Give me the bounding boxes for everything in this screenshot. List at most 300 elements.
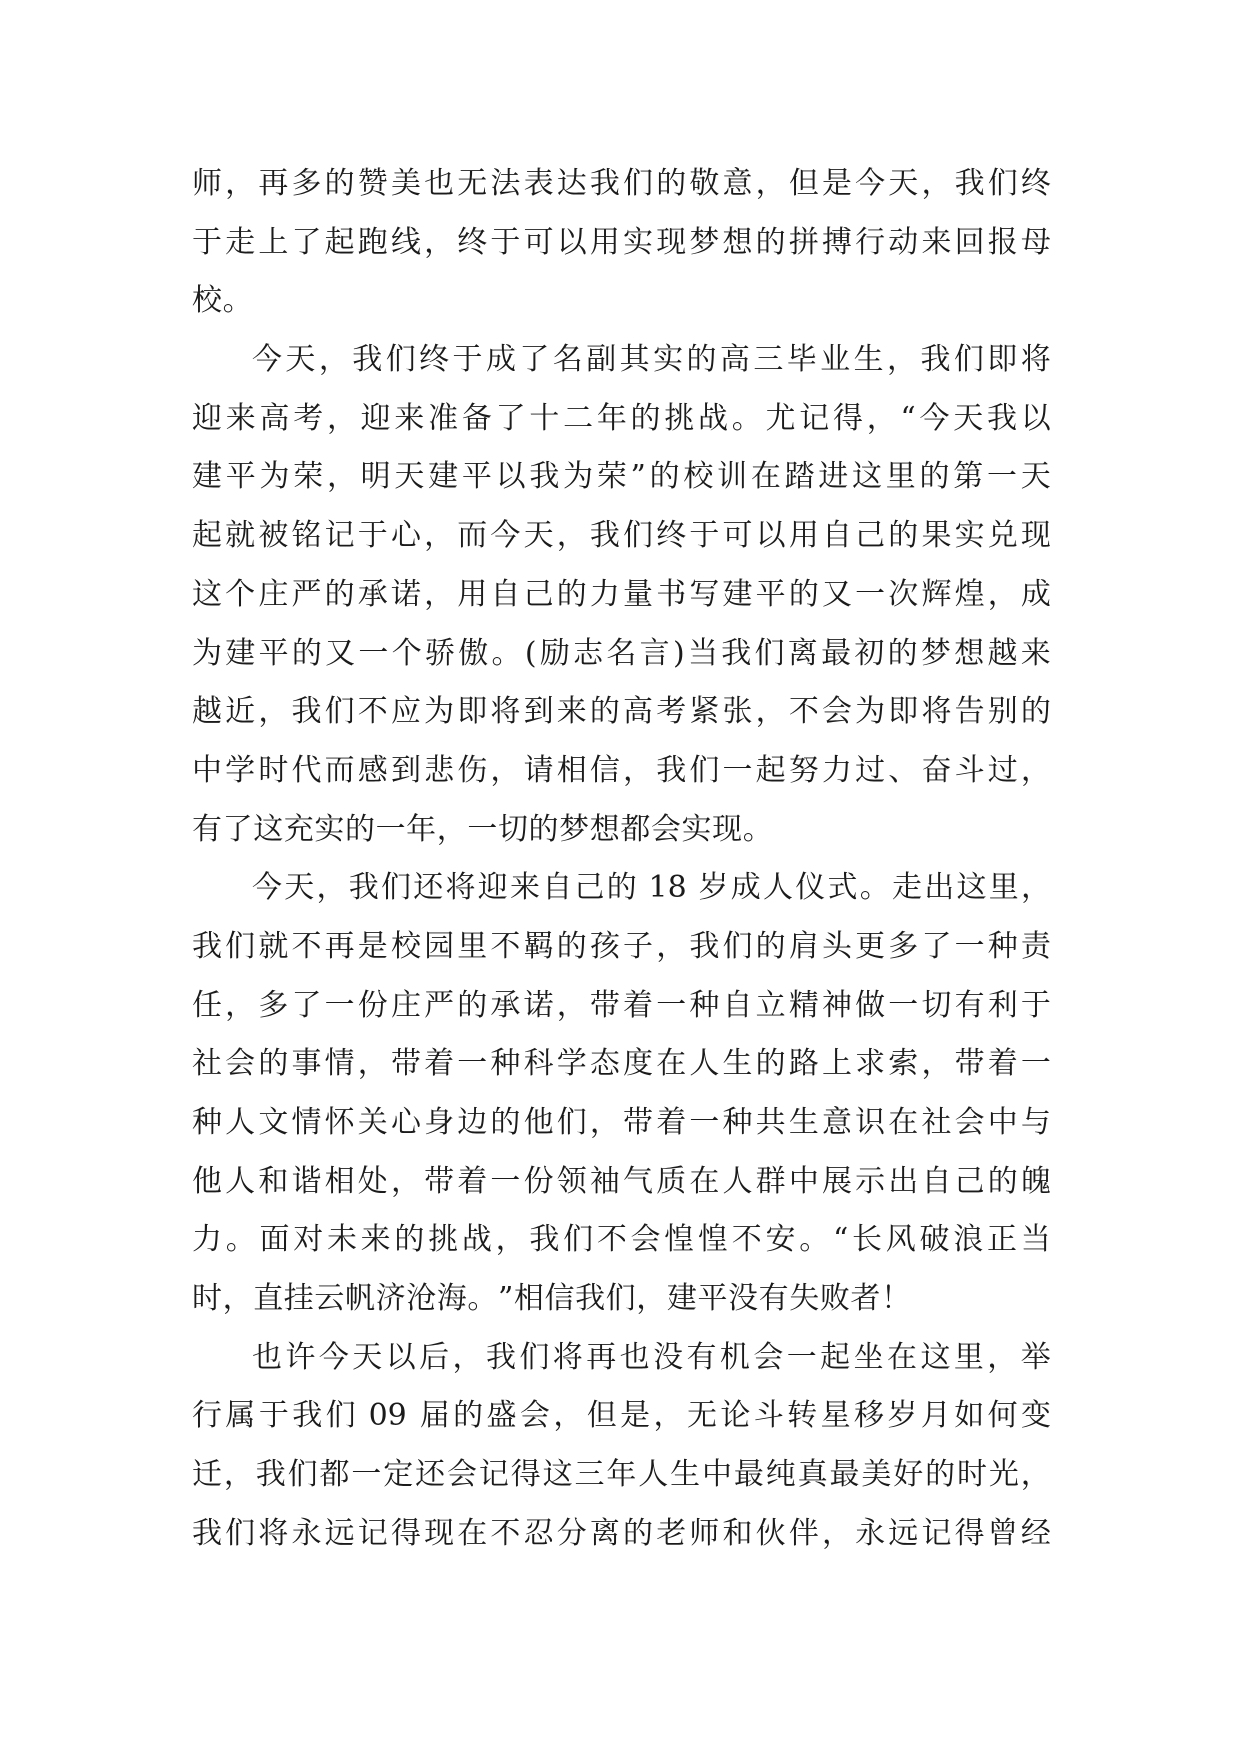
glyph: ， <box>1021 870 1051 906</box>
glyph: 一 <box>656 987 687 1023</box>
glyph: 用 <box>457 576 488 612</box>
glyph: 代 <box>291 752 322 788</box>
glyph: 想 <box>589 811 620 847</box>
glyph: 社 <box>192 1046 222 1082</box>
glyph: 天 <box>888 166 919 201</box>
glyph: 但 <box>788 166 819 201</box>
glyph: 高 <box>259 400 290 436</box>
glyph: 踏 <box>784 459 815 495</box>
glyph: 人 <box>638 1457 669 1493</box>
glyph: 煌 <box>954 576 985 612</box>
glyph: 没 <box>728 1281 759 1317</box>
glyph: 和 <box>722 1515 753 1551</box>
glyph: 种 <box>987 928 1018 964</box>
glyph: 的 <box>291 635 322 671</box>
glyph: ， <box>495 1222 526 1258</box>
glyph: 情 <box>291 1105 322 1140</box>
glyph: 迎 <box>192 400 222 436</box>
glyph: 共 <box>755 1105 786 1140</box>
glyph: 不 <box>291 928 322 964</box>
glyph: 切 <box>497 811 528 847</box>
glyph: 。 <box>222 283 253 319</box>
glyph: 离 <box>589 1515 620 1551</box>
glyph: 建 <box>428 459 459 495</box>
glyph: 天 <box>523 518 554 554</box>
glyph: 一 <box>375 811 406 847</box>
glyph: 社 <box>921 1105 952 1140</box>
glyph: 美 <box>861 1457 892 1493</box>
glyph: 不 <box>731 1222 762 1258</box>
glyph: 的 <box>490 1105 521 1140</box>
glyph: 一 <box>689 1105 720 1140</box>
text-line <box>192 272 1051 331</box>
glyph: 于 <box>1020 987 1051 1023</box>
glyph: 铭 <box>291 518 322 554</box>
glyph: ， <box>357 1046 388 1082</box>
glyph: 一 <box>457 1046 488 1082</box>
glyph: 。 <box>742 811 773 847</box>
glyph: ， <box>258 694 289 730</box>
glyph: 学 <box>556 1046 587 1082</box>
glyph: 有 <box>758 1281 789 1317</box>
glyph: 盛 <box>486 1398 517 1434</box>
glyph: 惶 <box>698 1222 729 1258</box>
glyph: 属 <box>225 1398 256 1434</box>
glyph: 带 <box>424 1163 455 1199</box>
glyph: 沧 <box>406 1281 437 1317</box>
glyph: 会 <box>225 1046 256 1082</box>
glyph: 们 <box>287 1457 318 1493</box>
glyph: 都 <box>319 1457 350 1493</box>
glyph: ， <box>490 752 521 788</box>
glyph: 以 <box>755 518 786 554</box>
glyph: 自 <box>921 1163 952 1199</box>
glyph: 人 <box>225 1105 256 1140</box>
glyph: 心 <box>390 518 421 554</box>
glyph: 定 <box>383 1457 414 1493</box>
glyph: 我 <box>529 1222 560 1258</box>
glyph: 其 <box>619 342 650 378</box>
glyph: 与 <box>1020 1105 1051 1140</box>
glyph: 线 <box>390 224 421 260</box>
glyph: ， <box>436 811 467 847</box>
glyph: ， <box>225 166 256 201</box>
glyph: 在 <box>457 1515 488 1551</box>
text-line <box>192 1387 1051 1446</box>
glyph: 上 <box>821 1046 852 1082</box>
glyph: ， <box>225 987 256 1023</box>
glyph: 二 <box>563 400 594 436</box>
glyph: 态 <box>589 1046 620 1082</box>
glyph: 庄 <box>258 576 289 612</box>
glyph: 的 <box>344 811 375 847</box>
glyph: 自 <box>490 576 521 612</box>
text-line <box>192 1505 1051 1564</box>
glyph: 责 <box>1020 928 1051 964</box>
glyph: 的 <box>1020 694 1051 730</box>
glyph: 荣 <box>596 459 627 495</box>
text-line <box>192 1035 1051 1094</box>
glyph: 们 <box>563 1222 594 1258</box>
glyph: 拼 <box>788 224 819 260</box>
glyph: 领 <box>556 1163 587 1199</box>
glyph: 别 <box>987 694 1018 730</box>
glyph: 于 <box>192 224 222 260</box>
glyph: 可 <box>722 518 753 554</box>
glyph: 种 <box>490 1046 521 1082</box>
glyph: 动 <box>888 224 919 260</box>
glyph: 有 <box>192 811 222 847</box>
glyph: 敬 <box>689 166 720 201</box>
glyph: 于 <box>357 518 388 554</box>
glyph: 终 <box>419 342 450 378</box>
glyph: 会 <box>650 811 681 847</box>
glyph: ， <box>452 1339 483 1375</box>
glyph: 平 <box>755 576 786 612</box>
glyph: 科 <box>523 1046 554 1082</box>
glyph: 们 <box>324 694 355 730</box>
glyph: 届 <box>419 1398 450 1434</box>
glyph: 被 <box>258 518 289 554</box>
glyph: 美 <box>390 166 421 201</box>
glyph: 达 <box>556 166 587 201</box>
glyph: 的 <box>324 166 355 201</box>
glyph: ， <box>1020 1457 1051 1493</box>
glyph: 头 <box>821 928 852 964</box>
glyph: 年 <box>406 811 437 847</box>
glyph: 这 <box>192 576 222 612</box>
glyph: 他 <box>192 1163 222 1199</box>
glyph: 起 <box>324 224 355 260</box>
glyph: 终 <box>457 224 488 260</box>
glyph: 里 <box>885 459 916 495</box>
glyph: 以 <box>556 224 587 260</box>
glyph: 的 <box>623 1515 654 1551</box>
glyph: 天 <box>284 870 315 906</box>
glyph: 了 <box>921 928 952 964</box>
glyph: 了 <box>291 224 322 260</box>
text-line <box>192 214 1051 273</box>
glyph: 现 <box>424 1515 455 1551</box>
glyph: 的 <box>556 576 587 612</box>
glyph: 份 <box>523 1163 554 1199</box>
glyph: ， <box>222 1281 253 1317</box>
glyph: 来 <box>921 224 952 260</box>
glyph: 于 <box>490 224 521 260</box>
glyph: 种 <box>192 1105 222 1140</box>
glyph: 我 <box>485 1339 516 1375</box>
glyph: 未 <box>326 1222 357 1258</box>
glyph: 们 <box>385 342 416 378</box>
glyph: 一 <box>722 752 753 788</box>
text-line <box>192 1094 1051 1153</box>
glyph: 正 <box>986 1222 1017 1258</box>
glyph: 式 <box>827 870 858 906</box>
glyph: 风 <box>885 1222 916 1258</box>
glyph: 永 <box>291 1515 322 1551</box>
glyph: 将 <box>921 694 952 730</box>
glyph: 法 <box>490 166 521 201</box>
glyph: ， <box>316 870 347 906</box>
text-line <box>192 1329 1051 1388</box>
glyph: 第 <box>953 459 984 495</box>
glyph: 曾 <box>987 1515 1018 1551</box>
glyph: 的 <box>457 987 488 1023</box>
text-line <box>192 507 1051 566</box>
glyph: 三 <box>574 1457 605 1493</box>
glyph: 移 <box>853 1398 884 1434</box>
text-line <box>192 1153 1051 1212</box>
text-line <box>192 566 1051 625</box>
glyph: 梦 <box>689 224 720 260</box>
glyph: 的 <box>589 694 620 730</box>
glyph: 远 <box>324 1515 355 1551</box>
glyph: 成 <box>485 342 516 378</box>
glyph: 起 <box>192 518 222 554</box>
glyph: 何 <box>987 1398 1018 1434</box>
glyph: 在 <box>656 1046 687 1082</box>
text-line <box>192 1446 1051 1505</box>
glyph: 。 <box>467 1281 498 1317</box>
glyph: 我 <box>575 1281 606 1317</box>
glyph: 成 <box>1020 576 1051 612</box>
text-line <box>192 918 1051 977</box>
glyph: 记 <box>357 1515 388 1551</box>
glyph: 云 <box>314 1281 345 1317</box>
glyph: 最 <box>829 1457 860 1493</box>
text-line <box>192 977 1051 1036</box>
glyph: “ <box>832 1222 849 1258</box>
glyph: 写 <box>689 576 720 612</box>
glyph: 最 <box>733 1457 764 1493</box>
glyph: 的 <box>887 635 918 671</box>
glyph: 一 <box>986 459 1017 495</box>
glyph: 长 <box>852 1222 883 1258</box>
glyph: 平 <box>697 1281 728 1317</box>
glyph: 到 <box>523 694 554 730</box>
text-line <box>192 448 1051 507</box>
glyph: ， <box>821 1515 852 1551</box>
glyph: 来 <box>225 400 256 436</box>
glyph: 己 <box>574 870 605 906</box>
glyph: 副 <box>586 342 617 378</box>
paragraph <box>192 859 1051 1329</box>
glyph: 里 <box>457 928 488 964</box>
glyph: 的 <box>556 928 587 964</box>
glyph: 走 <box>892 870 922 906</box>
glyph: 就 <box>225 518 256 554</box>
glyph: 真 <box>797 1457 828 1493</box>
glyph: 人 <box>689 1046 720 1082</box>
glyph: 自 <box>722 987 753 1023</box>
glyph: 我 <box>954 166 985 201</box>
glyph: 越 <box>987 635 1018 671</box>
glyph: 的 <box>453 1398 484 1434</box>
glyph: 的 <box>788 576 819 612</box>
glyph: 力 <box>821 752 852 788</box>
glyph: 质 <box>656 1163 687 1199</box>
glyph: 一 <box>855 576 886 612</box>
glyph: 有 <box>686 1339 717 1375</box>
glyph: ， <box>223 1457 254 1493</box>
glyph: 记 <box>921 1515 952 1551</box>
glyph: 败 <box>819 1281 850 1317</box>
glyph: 诺 <box>390 576 421 612</box>
glyph: ” <box>497 1281 514 1317</box>
glyph: 得 <box>954 1515 985 1551</box>
glyph: 将 <box>258 1515 289 1551</box>
glyph: 即 <box>987 342 1018 378</box>
glyph: 相 <box>556 752 587 788</box>
glyph: 再 <box>258 166 289 201</box>
glyph: 一 <box>888 987 919 1023</box>
glyph: 过 <box>987 752 1018 788</box>
glyph: 不 <box>788 694 819 730</box>
glyph: 承 <box>357 576 388 612</box>
glyph: 老 <box>656 1515 687 1551</box>
glyph: 索 <box>888 1046 919 1082</box>
glyph: 但 <box>586 1398 617 1434</box>
glyph: 建 <box>722 576 753 612</box>
glyph: 今 <box>919 400 950 436</box>
glyph: 以 <box>1020 400 1051 436</box>
glyph: 伴 <box>788 1515 819 1551</box>
glyph: 还 <box>415 1457 446 1493</box>
glyph: 起 <box>755 752 786 788</box>
glyph: 年 <box>606 1457 637 1493</box>
glyph: 意 <box>821 1105 852 1140</box>
glyph: 即 <box>457 694 488 730</box>
glyph: 我 <box>920 342 951 378</box>
glyph: 将 <box>490 694 521 730</box>
glyph: 永 <box>855 1515 886 1551</box>
glyph: 次 <box>888 576 919 612</box>
glyph: 。 <box>799 1222 830 1258</box>
glyph: 浪 <box>953 1222 984 1258</box>
glyph: 今 <box>252 870 282 906</box>
glyph: 以 <box>385 1339 416 1375</box>
glyph: 光 <box>988 1457 1019 1493</box>
glyph: 忍 <box>523 1515 554 1551</box>
glyph: 个 <box>225 576 256 612</box>
glyph: ， <box>424 518 455 554</box>
glyph: 而 <box>457 518 488 554</box>
glyph: 行 <box>192 1398 222 1434</box>
glyph: 自 <box>821 518 852 554</box>
glyph: 自 <box>542 870 573 906</box>
glyph: 意 <box>722 166 753 201</box>
glyph: 。 <box>731 400 762 436</box>
glyph: 实 <box>314 811 345 847</box>
glyph: 上 <box>258 224 289 260</box>
glyph: ， <box>656 928 687 964</box>
glyph: 校 <box>192 283 222 319</box>
glyph: 带 <box>589 987 620 1023</box>
glyph: 校 <box>390 928 421 964</box>
glyph: 严 <box>291 576 322 612</box>
glyph: 记 <box>324 518 355 554</box>
glyph: 不 <box>357 694 388 730</box>
paragraph <box>192 331 1051 859</box>
glyph: 生 <box>853 342 884 378</box>
glyph: 我 <box>291 694 322 730</box>
glyph: 用 <box>589 224 620 260</box>
glyph: 会 <box>753 1339 784 1375</box>
glyph: 平 <box>225 459 256 495</box>
glyph: 中 <box>702 1457 732 1493</box>
glyph: 又 <box>821 576 852 612</box>
glyph: 园 <box>424 928 455 964</box>
glyph: 梦 <box>920 635 951 671</box>
glyph: 中 <box>987 1105 1018 1140</box>
glyph: 我 <box>192 1515 222 1551</box>
glyph: 的 <box>649 459 680 495</box>
glyph: 们 <box>605 1281 636 1317</box>
glyph: 还 <box>413 870 444 906</box>
glyph: 的 <box>656 166 687 201</box>
glyph: 、 <box>888 752 919 788</box>
glyph: 来 <box>394 400 425 436</box>
text-line <box>192 625 1051 684</box>
glyph: 的 <box>888 518 919 554</box>
glyph: 天 <box>394 459 425 495</box>
glyph: 平 <box>461 459 492 495</box>
glyph: 己 <box>855 518 886 554</box>
glyph: 份 <box>357 987 388 1023</box>
glyph: 任 <box>192 987 222 1023</box>
glyph: 战 <box>461 1222 492 1258</box>
glyph: 离 <box>787 635 818 671</box>
glyph: 力 <box>589 576 620 612</box>
glyph: 们 <box>623 518 654 554</box>
glyph: 考 <box>293 400 324 436</box>
glyph: 论 <box>720 1398 751 1434</box>
glyph: 海 <box>436 1281 467 1317</box>
glyph: 相 <box>513 1281 544 1317</box>
glyph: 们 <box>325 1398 356 1434</box>
glyph: 信 <box>589 752 620 788</box>
glyph: 梦 <box>559 811 590 847</box>
glyph: 的 <box>686 342 717 378</box>
glyph: 度 <box>623 1046 654 1082</box>
glyph: 惶 <box>664 1222 695 1258</box>
glyph: 时 <box>258 752 289 788</box>
glyph: 搏 <box>821 224 852 260</box>
glyph: 生 <box>722 1046 753 1082</box>
glyph: ， <box>921 1046 952 1082</box>
glyph: 在 <box>887 1339 918 1375</box>
glyph: 悲 <box>424 752 455 788</box>
glyph: 有 <box>954 987 985 1023</box>
glyph: 精 <box>788 987 819 1023</box>
glyph: ， <box>755 166 786 201</box>
glyph: 会 <box>630 1222 661 1258</box>
glyph: ) <box>672 635 685 671</box>
glyph: 辉 <box>921 576 952 612</box>
glyph: 出 <box>924 870 955 906</box>
glyph: 我 <box>255 1457 286 1493</box>
glyph: 我 <box>292 1398 323 1434</box>
glyph: 越 <box>192 694 222 730</box>
glyph: 想 <box>954 635 985 671</box>
glyph: 我 <box>348 870 379 906</box>
glyph: 。 <box>225 1222 256 1258</box>
glyph: 近 <box>225 694 256 730</box>
glyph: 和 <box>258 1163 289 1199</box>
glyph: 再 <box>324 928 355 964</box>
glyph: 种 <box>722 1105 753 1140</box>
glyph: ” <box>630 459 646 495</box>
